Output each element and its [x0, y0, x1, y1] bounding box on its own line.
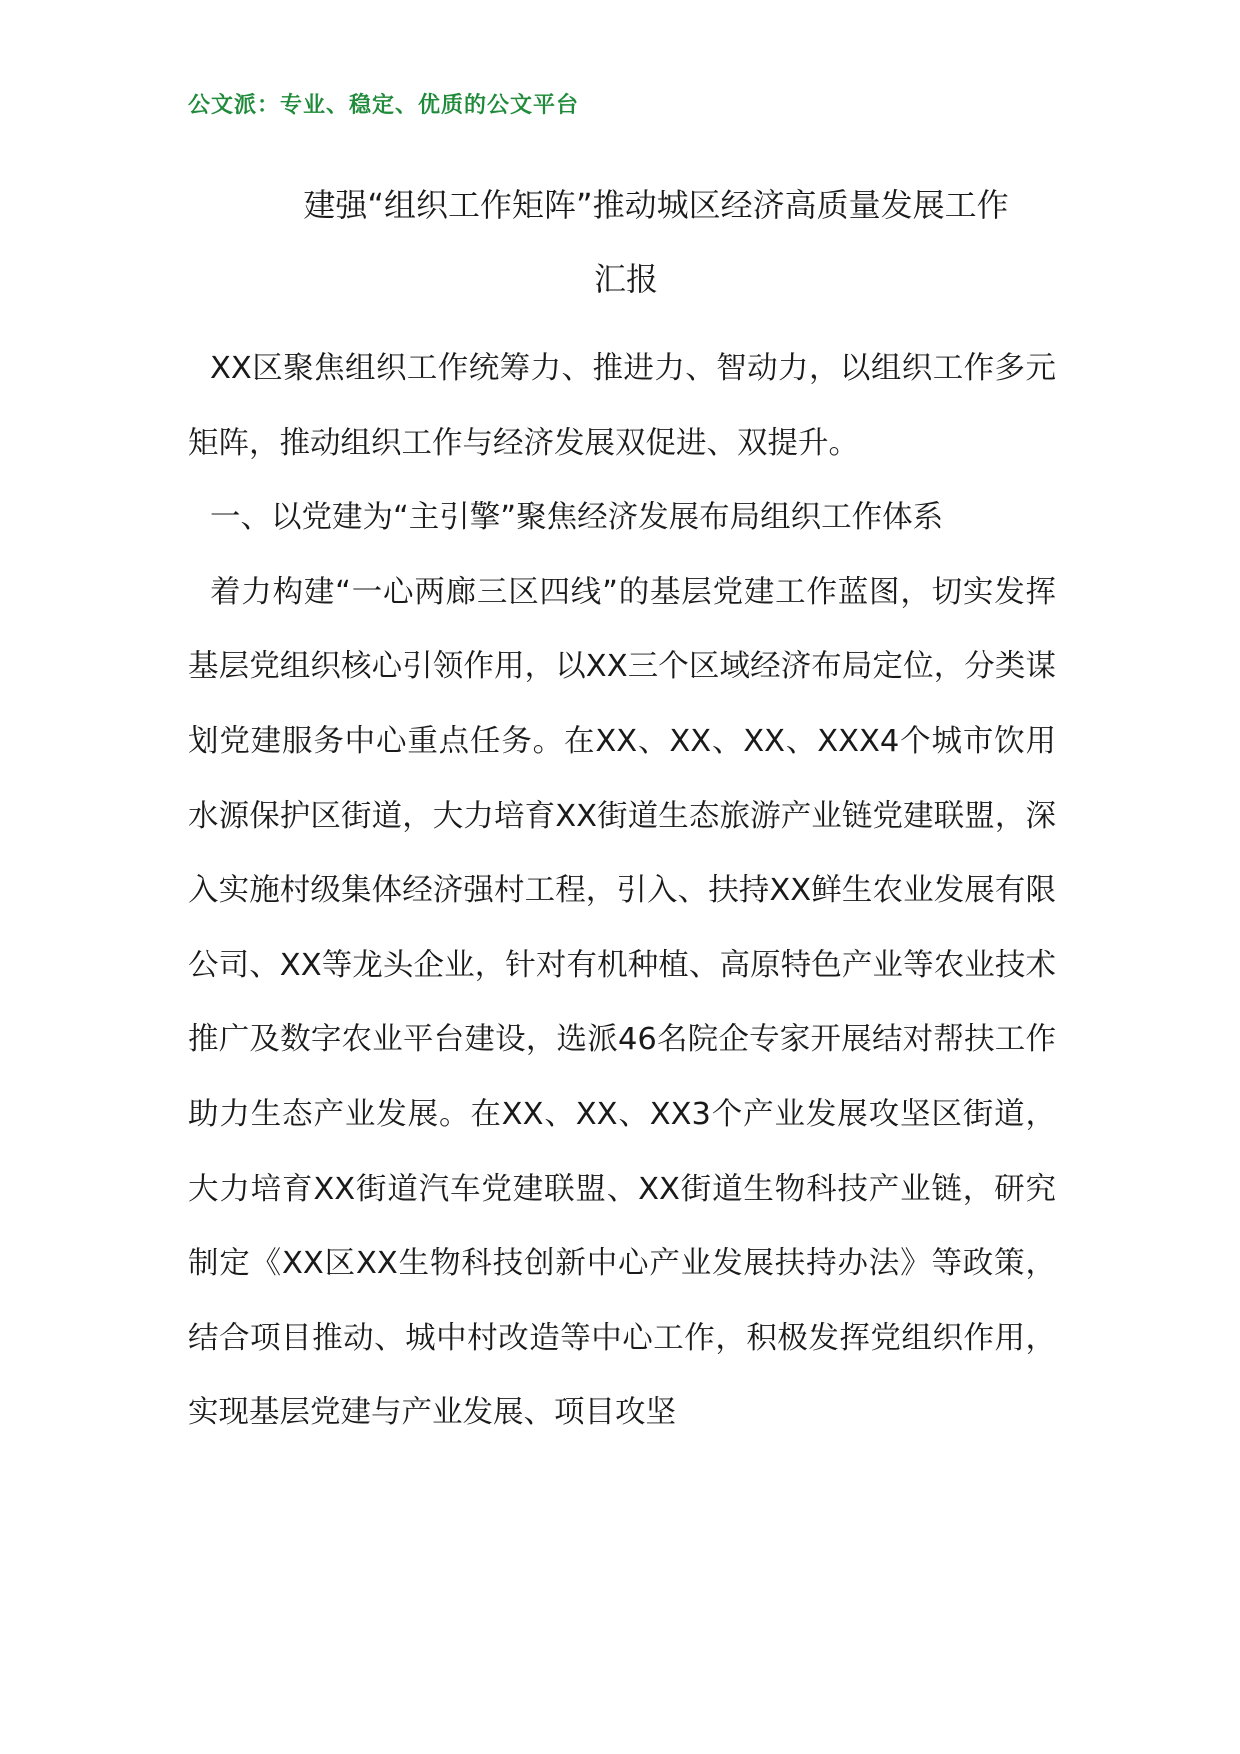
- document-title: [188, 168, 1064, 316]
- intro-paragraph: XX区聚焦组织工作统筹力、推进力、智动力，以组织工作多元矩阵，推动组织工作与经济发展双促进、双提升。: [188, 351, 1056, 461]
- title-line-1: 建强“组织工作矩阵”推动城区经济高质量发展工作: [303, 186, 1009, 224]
- site-tagline: 公文派：专业、稳定、优质的公文平台: [188, 93, 580, 118]
- title-line-2: 汇报: [593, 260, 658, 298]
- section-1-paragraph: 着力构建“一心两廊三区四线”的基层党建工作蓝图，切实发挥基层党组织核心引领作用，以XX三个区域经济布局定位，分类谋划党建服务中心重点任务。在XX、XX、XX、XXX4个城市饮用水源保护区街道，大力培育XX街道生态旅游产业链党建联盟，深入实施村级集体经济强村工程，引入、扶持XX鲜生农业发展有限公司、XX等龙头企业，针对有机种植、高原特色产业等农业技术推广及数字农业平台建设，选派46名院企专家开展结对帮扶工作助力生态产业发展。在XX、XX、XX3个产业发展攻坚区街道，大力培育XX街道汽车党建联盟、XX街道生物科技产业链，研究制定《XX区XX生物科技创新中心产业发展扶持办法》等政策，结合项目推动、城中村改造等中心工作，积极发挥党组织作用，实现基层党建与产业发展、项目攻坚: [188, 574, 1056, 1431]
- document-body: [188, 332, 1056, 1451]
- section-1-heading: 一、以党建为“主引擎”聚焦经济发展布局组织工作体系: [210, 500, 944, 536]
